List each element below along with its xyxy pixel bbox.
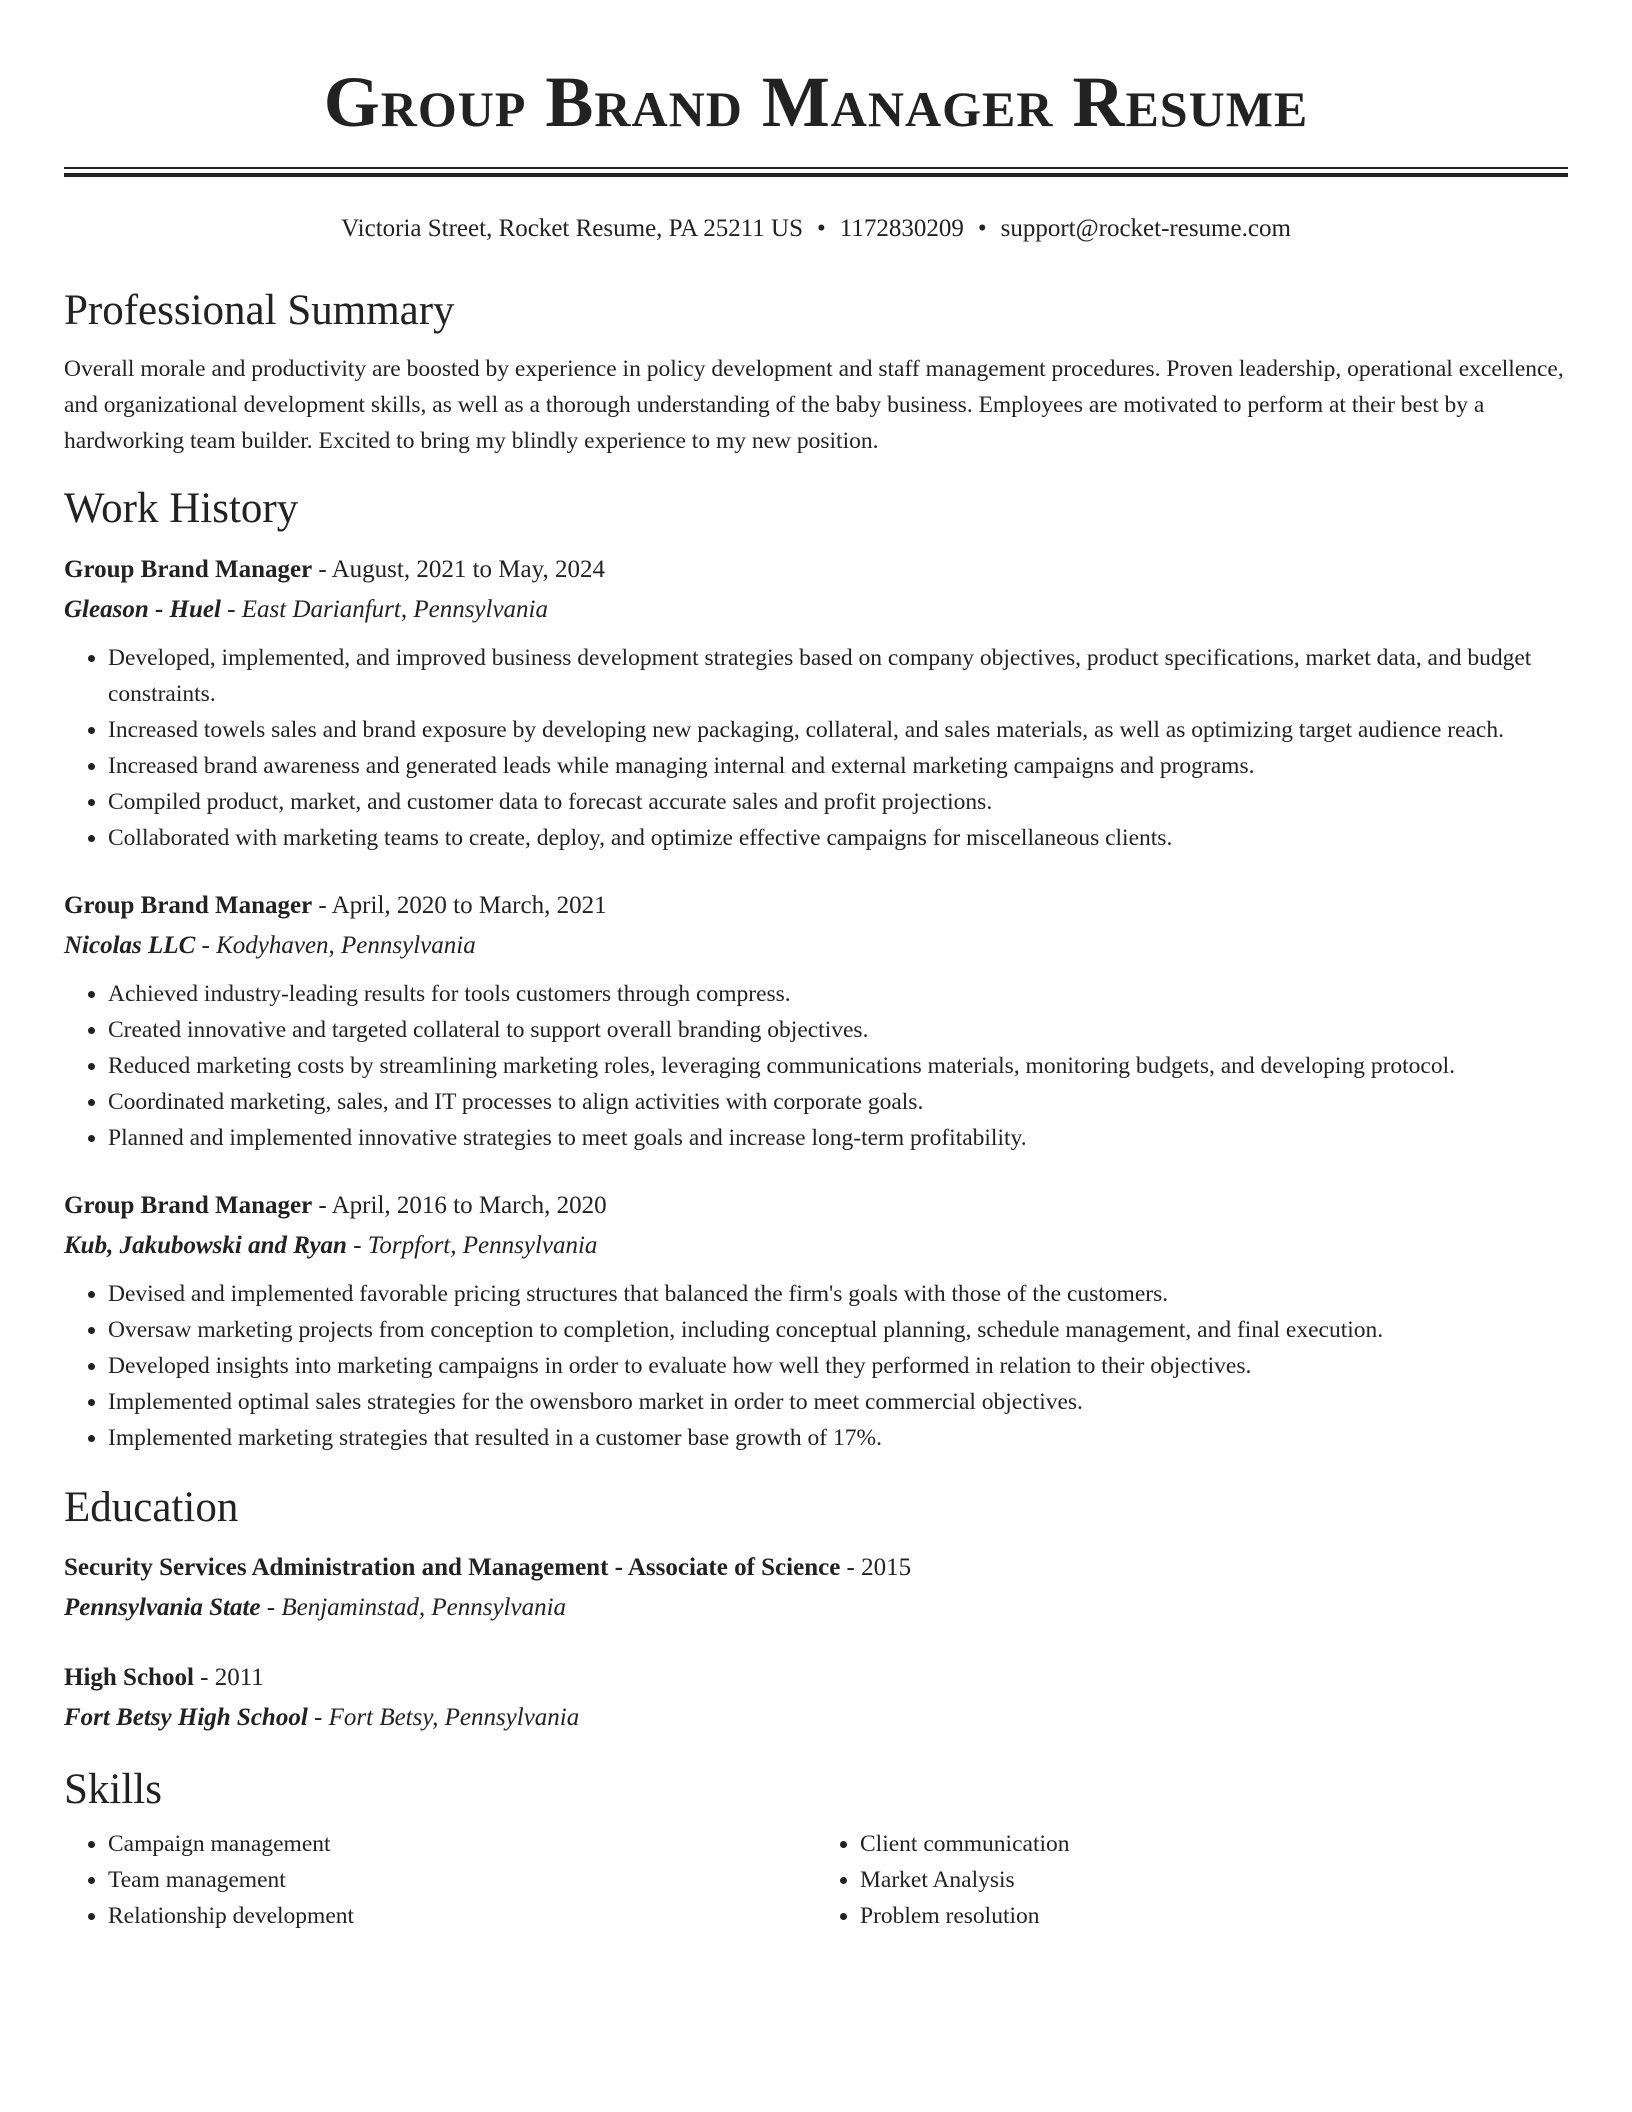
- skills-list: [816, 1826, 1568, 1934]
- education-degree-line: [64, 1658, 1568, 1698]
- section-heading-skills: Skills: [64, 1766, 162, 1813]
- job-title-line: [64, 886, 1568, 926]
- job-company: Kub, Jakubowski and Ryan: [64, 1232, 347, 1259]
- job-bullet: • Implemented marketing strategies that resulted in a customer base growth of 17%.: [108, 1420, 1568, 1456]
- section-heading-education: Education: [64, 1484, 239, 1531]
- skills-list: [64, 1826, 816, 1934]
- job-location: - East Darianfurt, Pennsylvania: [220, 596, 549, 623]
- skills-section: [64, 1764, 1568, 1934]
- job-bullet: • Compiled product, market, and customer data to forecast accurate sales and profit projections.: [108, 784, 1568, 820]
- job-bullet: • Devised and implemented favorable pricing structures that balanced the firm's goals with those of the customers.: [108, 1276, 1568, 1312]
- job-dates: - April, 2020 to March, 2021: [312, 892, 607, 919]
- contact-email: support@rocket-resume.com: [1000, 215, 1291, 242]
- job-role: Group Brand Manager: [64, 892, 313, 919]
- job-role: Group Brand Manager: [64, 1192, 313, 1219]
- work-history-section: [64, 483, 1568, 1456]
- job-company: Gleason - Huel: [64, 596, 221, 623]
- education-degree-line: [64, 1548, 1568, 1588]
- job-bullet: • Increased towels sales and brand exposure by developing new packaging, collateral, and sales materials, as well as optimizing target audience reach.: [108, 712, 1568, 748]
- section-heading-summary: Professional Summary: [64, 287, 455, 334]
- education-location: - Fort Betsy, Pennsylvania: [307, 1704, 580, 1731]
- education-school-line: [64, 1588, 1568, 1628]
- contact-separator: •: [977, 215, 987, 242]
- job-bullet: • Implemented optimal sales strategies for the owensboro market in order to meet commercial objectives.: [108, 1384, 1568, 1420]
- job-bullet: • Reduced marketing costs by streamlining marketing roles, leveraging communications materials, monitoring budgets, and developing protocol.: [108, 1048, 1568, 1084]
- job-location: - Torpfort, Pennsylvania: [346, 1232, 598, 1259]
- skill-item: • Campaign management: [108, 1826, 816, 1862]
- job-bullet: • Developed insights into marketing campaigns in order to evaluate how well they performed in relation to their objectives.: [108, 1348, 1568, 1384]
- skill-item: • Relationship development: [108, 1898, 816, 1934]
- job-role: Group Brand Manager: [64, 556, 313, 583]
- contact-line: [64, 213, 1568, 245]
- skill-item: • Market Analysis: [860, 1862, 1568, 1898]
- job-entry: [64, 1186, 1568, 1456]
- job-location: - Kodyhaven, Pennsylvania: [195, 932, 476, 959]
- summary-section: [64, 285, 1568, 459]
- title-divider: [64, 167, 1568, 177]
- job-company-line: [64, 1226, 1568, 1266]
- resume-title: Group Brand Manager Resume: [323, 62, 1309, 142]
- job-title-line: [64, 1186, 1568, 1226]
- education-school: Pennsylvania State: [64, 1594, 261, 1621]
- section-heading-work-history: Work History: [64, 485, 299, 532]
- contact-address: Victoria Street, Rocket Resume, PA 25211 US: [341, 215, 803, 242]
- job-bullet-list: [64, 976, 1568, 1156]
- skill-item: • Client communication: [860, 1826, 1568, 1862]
- education-section: [64, 1482, 1568, 1738]
- job-bullet: • Collaborated with marketing teams to create, deploy, and optimize effective campaigns for miscellaneous clients.: [108, 820, 1568, 856]
- education-location: - Benjaminstad, Pennsylvania: [260, 1594, 567, 1621]
- skills-column-right: [816, 1826, 1568, 1934]
- job-dates: - April, 2016 to March, 2020: [312, 1192, 607, 1219]
- job-entry: [64, 886, 1568, 1156]
- job-bullet: • Increased brand awareness and generated leads while managing internal and external marketing campaigns and programs.: [108, 748, 1568, 784]
- education-degree: Security Services Administration and Management - Associate of Science: [64, 1554, 841, 1581]
- job-title-line: [64, 550, 1568, 590]
- skill-item: • Team management: [108, 1862, 816, 1898]
- job-company: Nicolas LLC: [64, 932, 196, 959]
- job-bullet: • Achieved industry-leading results for tools customers through compress.: [108, 976, 1568, 1012]
- contact-separator: •: [816, 215, 826, 242]
- job-company-line: [64, 590, 1568, 630]
- education-school-line: [64, 1698, 1568, 1738]
- skill-item: • Problem resolution: [860, 1898, 1568, 1934]
- education-year: - 2011: [193, 1664, 264, 1691]
- job-dates: - August, 2021 to May, 2024: [312, 556, 605, 583]
- job-bullet: • Coordinated marketing, sales, and IT processes to align activities with corporate goals.: [108, 1084, 1568, 1120]
- education-degree: High School: [64, 1664, 194, 1691]
- summary-text: Overall morale and productivity are boosted by experience in policy development and staff management procedures. Proven leadership, operational excellence, and organizational development skills, as well as a thorough understanding of the baby business. Employees are motivated to perform at their best by a hardworking team builder. Excited to bring my blindly experience to my new position.: [64, 356, 1564, 454]
- job-bullet: • Planned and implemented innovative strategies to meet goals and increase long-term profitability.: [108, 1120, 1568, 1156]
- education-year: - 2015: [840, 1554, 912, 1581]
- education-school: Fort Betsy High School: [64, 1704, 308, 1731]
- job-bullet: • Created innovative and targeted collateral to support overall branding objectives.: [108, 1012, 1568, 1048]
- job-company-line: [64, 926, 1568, 966]
- contact-phone: 1172830209: [839, 215, 964, 242]
- education-entry: [64, 1548, 1568, 1628]
- skills-columns: [64, 1826, 1568, 1934]
- education-entry: [64, 1658, 1568, 1738]
- job-bullet-list: [64, 1276, 1568, 1456]
- job-bullet: • Developed, implemented, and improved business development strategies based on company objectives, product specifications, market data, and budget constraints.: [108, 640, 1568, 712]
- job-bullet: • Oversaw marketing projects from conception to completion, including conceptual planning, schedule management, and final execution.: [108, 1312, 1568, 1348]
- job-entry: [64, 550, 1568, 856]
- job-bullet-list: [64, 640, 1568, 856]
- skills-column-left: [64, 1826, 816, 1934]
